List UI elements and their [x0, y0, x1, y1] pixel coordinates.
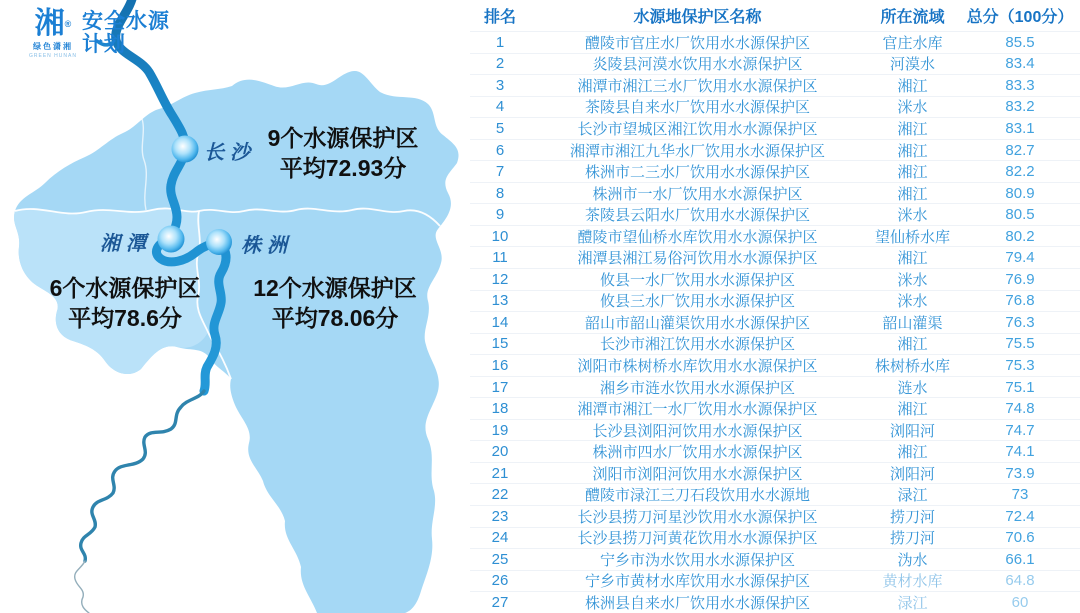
- row-score: 66.1: [1005, 550, 1035, 568]
- row-basin: 湘江: [897, 336, 928, 354]
- city-label-zhuzhou: 株洲: [241, 233, 293, 257]
- table-row: [470, 462, 1080, 484]
- row-rank: 5: [495, 119, 505, 137]
- logo-subtitle-en: GREEN HUNAN: [29, 53, 77, 59]
- row-basin: 沩水: [897, 551, 928, 569]
- row-rank: 16: [491, 356, 509, 374]
- row-name: 长沙县浏阳河饮用水水源保护区: [592, 422, 803, 440]
- program-title-line2: 计划: [82, 33, 126, 56]
- row-basin: 黄材水库: [882, 573, 943, 591]
- table-row: [470, 290, 1080, 312]
- annotation-zhuzhou: [240, 273, 430, 333]
- row-name: 醴陵市望仙桥水库饮用水水源保护区: [577, 228, 818, 246]
- row-basin: 湘江: [897, 164, 928, 182]
- row-basin: 浏阳河: [889, 422, 935, 440]
- annotation-changsha-average: 平均72.93分: [279, 155, 407, 181]
- row-basin: 洣水: [897, 293, 928, 311]
- row-name: 长沙市湘江饮用水水源保护区: [599, 336, 795, 354]
- row-rank: 12: [491, 270, 509, 288]
- row-score: 73: [1011, 486, 1029, 504]
- row-rank: 23: [491, 507, 509, 525]
- annotation-zhuzhou-average: 平均78.06分: [271, 305, 399, 331]
- row-basin: 洣水: [897, 99, 928, 117]
- table-row: [470, 591, 1080, 613]
- row-score: 83.2: [1005, 98, 1035, 116]
- table-row: [470, 570, 1080, 592]
- row-rank: 11: [492, 249, 508, 267]
- row-rank: 4: [495, 98, 505, 116]
- row-score: 80.9: [1005, 184, 1035, 202]
- city-label-xiangtan: 湘潭: [100, 231, 152, 255]
- city-label-changsha: 长沙: [204, 140, 256, 164]
- row-score: 75.5: [1005, 335, 1035, 353]
- row-rank: 17: [491, 378, 509, 396]
- row-rank: 13: [491, 292, 509, 310]
- row-score: 75.3: [1005, 356, 1035, 374]
- row-basin: 湘江: [897, 77, 928, 95]
- row-score: 82.7: [1005, 141, 1035, 159]
- row-name: 株洲市四水厂饮用水水源保护区: [592, 444, 803, 462]
- row-rank: 15: [491, 335, 509, 353]
- header-score: 总分（100分）: [966, 9, 1074, 26]
- row-score: 80.2: [1005, 227, 1035, 245]
- table-row: [470, 182, 1080, 204]
- annotation-xiangtan-average: 平均78.6分: [68, 305, 182, 331]
- row-name: 湘潭市湘江一水厂饮用水水源保护区: [577, 401, 818, 419]
- row-rank: 1: [495, 33, 505, 51]
- logo-mark-icon: [27, 8, 79, 40]
- row-rank: 3: [495, 76, 505, 94]
- row-name: 茶陵县云阳水厂饮用水水源保护区: [584, 207, 810, 225]
- row-rank: 9: [495, 206, 505, 224]
- row-name: 长沙市望城区湘江饮用水水源保护区: [577, 120, 818, 138]
- ranking-table: [470, 0, 1080, 613]
- row-rank: 18: [491, 400, 509, 418]
- annotation-changsha-count: 9个水源保护区: [267, 125, 419, 151]
- row-score: 85.5: [1005, 33, 1035, 51]
- row-score: 76.3: [1005, 313, 1035, 331]
- row-score: 74.8: [1005, 400, 1035, 418]
- table-row: [470, 311, 1080, 333]
- row-name: 浏阳市株树桥水库饮用水水源保护区: [577, 357, 818, 375]
- table-row: [470, 419, 1080, 441]
- table-row: [470, 354, 1080, 376]
- table-row: [470, 96, 1080, 118]
- row-basin: 湘江: [897, 444, 928, 462]
- city-dot-changsha: [172, 136, 199, 163]
- row-score: 76.9: [1005, 270, 1035, 288]
- row-basin: 渌江: [897, 595, 928, 612]
- table-row: [470, 505, 1080, 527]
- row-basin: 韶山灌渠: [882, 314, 943, 332]
- row-basin: 望仙桥水库: [874, 228, 950, 246]
- registered-mark: ®: [64, 19, 72, 29]
- table-header-row: [470, 0, 1080, 31]
- header-rank: 排名: [483, 9, 516, 26]
- row-rank: 24: [491, 529, 509, 547]
- table-row: [470, 53, 1080, 75]
- row-basin: 渌江: [897, 487, 928, 505]
- row-name: 湘潭市湘江三水厂饮用水水源保护区: [577, 77, 818, 95]
- row-name: 攸县三水厂饮用水水源保护区: [599, 293, 795, 311]
- row-name: 株洲市二三水厂饮用水水源保护区: [584, 164, 810, 182]
- annotation-zhuzhou-count: 12个水源保护区: [253, 275, 417, 301]
- river-tail: [81, 391, 204, 561]
- row-score: 70.6: [1005, 529, 1035, 547]
- row-name: 醴陵市渌江三刀石段饮用水水源地: [584, 487, 810, 505]
- table-row: [470, 203, 1080, 225]
- table-row: [470, 397, 1080, 419]
- table-row: [470, 440, 1080, 462]
- table-row: [470, 268, 1080, 290]
- row-name: 炎陵县河漠水饮用水水源保护区: [592, 56, 803, 74]
- row-score: 79.4: [1005, 249, 1035, 267]
- row-score: 80.5: [1005, 206, 1035, 224]
- row-name: 长沙县捞刀河黄花饮用水水源保护区: [577, 530, 818, 548]
- row-basin: 洣水: [897, 207, 928, 225]
- row-name: 湘潭市湘江九华水厂饮用水水源保护区: [569, 142, 825, 160]
- table-row: [470, 31, 1080, 53]
- table-row: [470, 74, 1080, 96]
- row-name: 浏阳市浏阳河饮用水水源保护区: [592, 465, 803, 483]
- row-rank: 10: [491, 227, 509, 245]
- row-rank: 19: [491, 421, 509, 439]
- row-score: 60: [1011, 593, 1029, 611]
- row-rank: 7: [495, 163, 505, 181]
- row-name: 攸县一水厂饮用水水源保护区: [599, 271, 795, 289]
- row-name: 醴陵市官庄水厂饮用水水源保护区: [584, 34, 810, 52]
- program-title-line1: 安全水源: [82, 10, 170, 33]
- table-row: [470, 160, 1080, 182]
- table-row: [470, 527, 1080, 549]
- annotation-changsha: [253, 123, 433, 183]
- table-row: [470, 117, 1080, 139]
- row-basin: 涟水: [897, 379, 928, 397]
- row-name: 株洲县自来水厂饮用水水源保护区: [584, 595, 810, 612]
- row-name: 韶山市韶山灌渠饮用水水源保护区: [584, 314, 810, 332]
- row-score: 64.8: [1005, 572, 1035, 590]
- row-score: 73.9: [1005, 464, 1035, 482]
- table-row: [470, 376, 1080, 398]
- river-tail-end: [75, 561, 89, 613]
- logo-subtitle: 绿色潇湘: [33, 42, 73, 51]
- row-rank: 20: [491, 443, 509, 461]
- logo-character: 湘: [34, 7, 65, 40]
- header-basin: 所在流域: [880, 9, 945, 26]
- row-rank: 8: [495, 184, 505, 202]
- row-basin: 捞刀河: [889, 530, 935, 548]
- row-score: 82.2: [1005, 163, 1035, 181]
- table-row: [470, 225, 1080, 247]
- row-basin: 湘江: [897, 250, 928, 268]
- row-score: 72.4: [1005, 507, 1035, 525]
- table-row: [470, 246, 1080, 268]
- table-row: [470, 139, 1080, 161]
- city-dot-zhuzhou: [206, 229, 232, 255]
- map-panel: [0, 0, 470, 613]
- row-basin: 浏阳河: [889, 465, 935, 483]
- annotation-xiangtan: [25, 273, 225, 333]
- row-score: 83.4: [1005, 55, 1035, 73]
- row-score: 74.1: [1005, 443, 1035, 461]
- row-name: 湘乡市涟水饮用水水源保护区: [599, 379, 795, 397]
- table-body: [470, 31, 1080, 613]
- row-name: 长沙县捞刀河星沙饮用水水源保护区: [577, 508, 818, 526]
- table-row: [470, 548, 1080, 570]
- row-basin: 官庄水库: [882, 34, 943, 52]
- row-rank: 27: [491, 593, 509, 611]
- row-name: 宁乡市黄材水库饮用水水源保护区: [584, 573, 810, 591]
- row-name: 湘潭县湘江易俗河饮用水水源保护区: [577, 250, 818, 268]
- row-rank: 2: [495, 55, 505, 73]
- row-rank: 26: [491, 572, 509, 590]
- row-basin: 河漠水: [889, 56, 935, 74]
- row-rank: 14: [491, 313, 509, 331]
- row-rank: 21: [491, 464, 509, 482]
- row-name: 茶陵县自来水厂饮用水水源保护区: [584, 99, 810, 117]
- city-dot-xiangtan: [158, 226, 185, 253]
- annotation-xiangtan-count: 6个水源保护区: [49, 275, 201, 301]
- table-row: [470, 483, 1080, 505]
- row-basin: 湘江: [897, 142, 928, 160]
- row-basin: 洣水: [897, 271, 928, 289]
- program-title: [82, 10, 170, 56]
- row-basin: 株树桥水库: [874, 357, 950, 375]
- row-rank: 25: [491, 550, 509, 568]
- row-basin: 捞刀河: [889, 508, 935, 526]
- row-basin: 湘江: [897, 120, 928, 138]
- row-rank: 6: [495, 141, 505, 159]
- row-name: 株洲市一水厂饮用水水源保护区: [592, 185, 803, 203]
- row-score: 83.3: [1005, 76, 1035, 94]
- row-name: 宁乡市沩水饮用水水源保护区: [599, 551, 795, 569]
- row-rank: 22: [491, 486, 509, 504]
- row-score: 74.7: [1005, 421, 1035, 439]
- row-score: 83.1: [1005, 119, 1035, 137]
- row-basin: 湘江: [897, 401, 928, 419]
- table-row: [470, 333, 1080, 355]
- row-score: 76.8: [1005, 292, 1035, 310]
- row-score: 75.1: [1005, 378, 1035, 396]
- green-hunan-logo: [27, 8, 79, 59]
- header-name: 水源地保护区名称: [633, 9, 762, 26]
- row-basin: 湘江: [897, 185, 928, 203]
